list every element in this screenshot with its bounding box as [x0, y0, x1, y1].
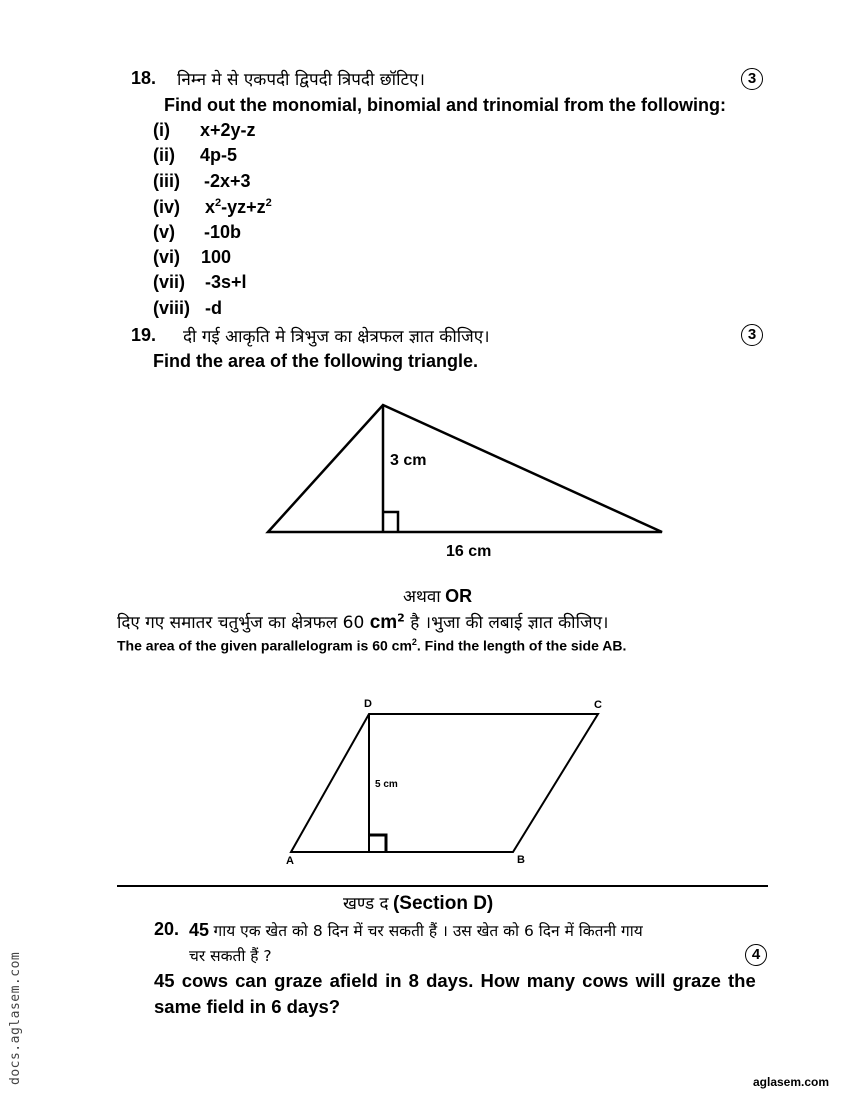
parallelogram [291, 714, 598, 852]
option-value: -10b [204, 222, 242, 242]
option-number: (ii) [153, 145, 175, 165]
alt-hindi-sup: 2 [397, 611, 405, 625]
alt-hindi-unit: cm [369, 612, 398, 633]
exponent: 2 [265, 197, 272, 209]
triangle-height-label: 3 cm [390, 452, 427, 469]
triangle-base-label: 16 cm [446, 543, 492, 560]
option-number: (iii) [153, 171, 180, 191]
right-angle-mark [369, 835, 386, 852]
alt-english-sup: 2 [411, 637, 417, 647]
option-number: (viii) [153, 298, 191, 318]
triangle [268, 405, 662, 532]
option-number: (v) [153, 222, 175, 242]
option-number: (iv) [153, 197, 180, 217]
q18-english: Find out the monomial, binomial and trinomial from the following: [164, 95, 726, 115]
term: x [205, 197, 216, 217]
or-label [403, 584, 472, 607]
option-value: -3s+l [205, 272, 247, 292]
q20-marks: 4 [745, 944, 767, 966]
q19-hindi: दी गई आकृति मे त्रिभुज का क्षेत्रफल ज्ञात कीजिए। [183, 327, 490, 347]
alt-english-b: . Find the length of the side AB. [416, 637, 627, 654]
q19-english: Find the area of the following triangle. [153, 351, 479, 371]
right-angle-mark [383, 512, 398, 532]
q18-hindi: निम्न मे से एकपदी द्विपदी त्रिपदी छॉटिए। [177, 70, 425, 90]
site-link[interactable]: aglasem.com [753, 1075, 830, 1089]
or-hindi: अथवा [403, 587, 441, 607]
q20-english-line1: 45 cows can graze afield in 8 days. How many cows will graze the [154, 970, 756, 991]
option-value: x+2y-z [200, 120, 256, 140]
section-english: (Section D) [392, 893, 494, 914]
vertex-d: D [364, 698, 372, 710]
q20-number: 20. [154, 919, 180, 939]
triangle-figure [268, 405, 662, 532]
q20-hindi-line1 [189, 919, 643, 941]
or-english: OR [445, 586, 473, 606]
q20-hindi-num: 45 [189, 920, 210, 940]
vertex-c: C [594, 699, 602, 711]
vertex-a: A [286, 855, 294, 867]
q18-number: 18. [131, 68, 157, 88]
exponent: 2 [215, 197, 222, 209]
option-value: 4p-5 [200, 145, 238, 165]
parallelogram-figure [291, 714, 598, 852]
section-hindi: खण्ड द [343, 894, 389, 914]
option-number: (vii) [153, 272, 186, 292]
option-value: 100 [201, 247, 232, 267]
alt-hindi-b: है ।भुजा की लबाई ज्ञात कीजिए। [410, 613, 609, 633]
term: -yz+z [221, 197, 266, 217]
alt-hindi-a: दिए गए समातर चतुर्भुज का क्षेत्रफल 60 [117, 613, 365, 633]
alt-question-hindi [117, 610, 608, 634]
q20-hindi-line2: चर सकती हैं ? [189, 947, 272, 965]
watermark: docs.aglasem.com [8, 951, 23, 1085]
section-heading [343, 891, 493, 915]
q20-hindi-text: गाय एक खेत को 8 दिन में चर सकती हैं । उस खेत को 6 दिन में कितनी गाय [213, 922, 643, 940]
parallelogram-height-label: 5 cm [375, 779, 398, 790]
alt-english-a: The area of the given parallelogram is 60 cm [117, 637, 412, 654]
q19-marks: 3 [741, 324, 763, 346]
option-number: (i) [153, 120, 170, 140]
vertex-b: B [517, 854, 525, 866]
q18-marks: 3 [741, 68, 763, 90]
option-value: -d [205, 298, 222, 318]
q19-number: 19. [131, 325, 157, 345]
option-number: (vi) [153, 247, 180, 267]
alt-question-english [117, 637, 626, 654]
q20-english-line2: same field in 6 days? [154, 996, 341, 1017]
option-value: -2x+3 [204, 171, 251, 191]
